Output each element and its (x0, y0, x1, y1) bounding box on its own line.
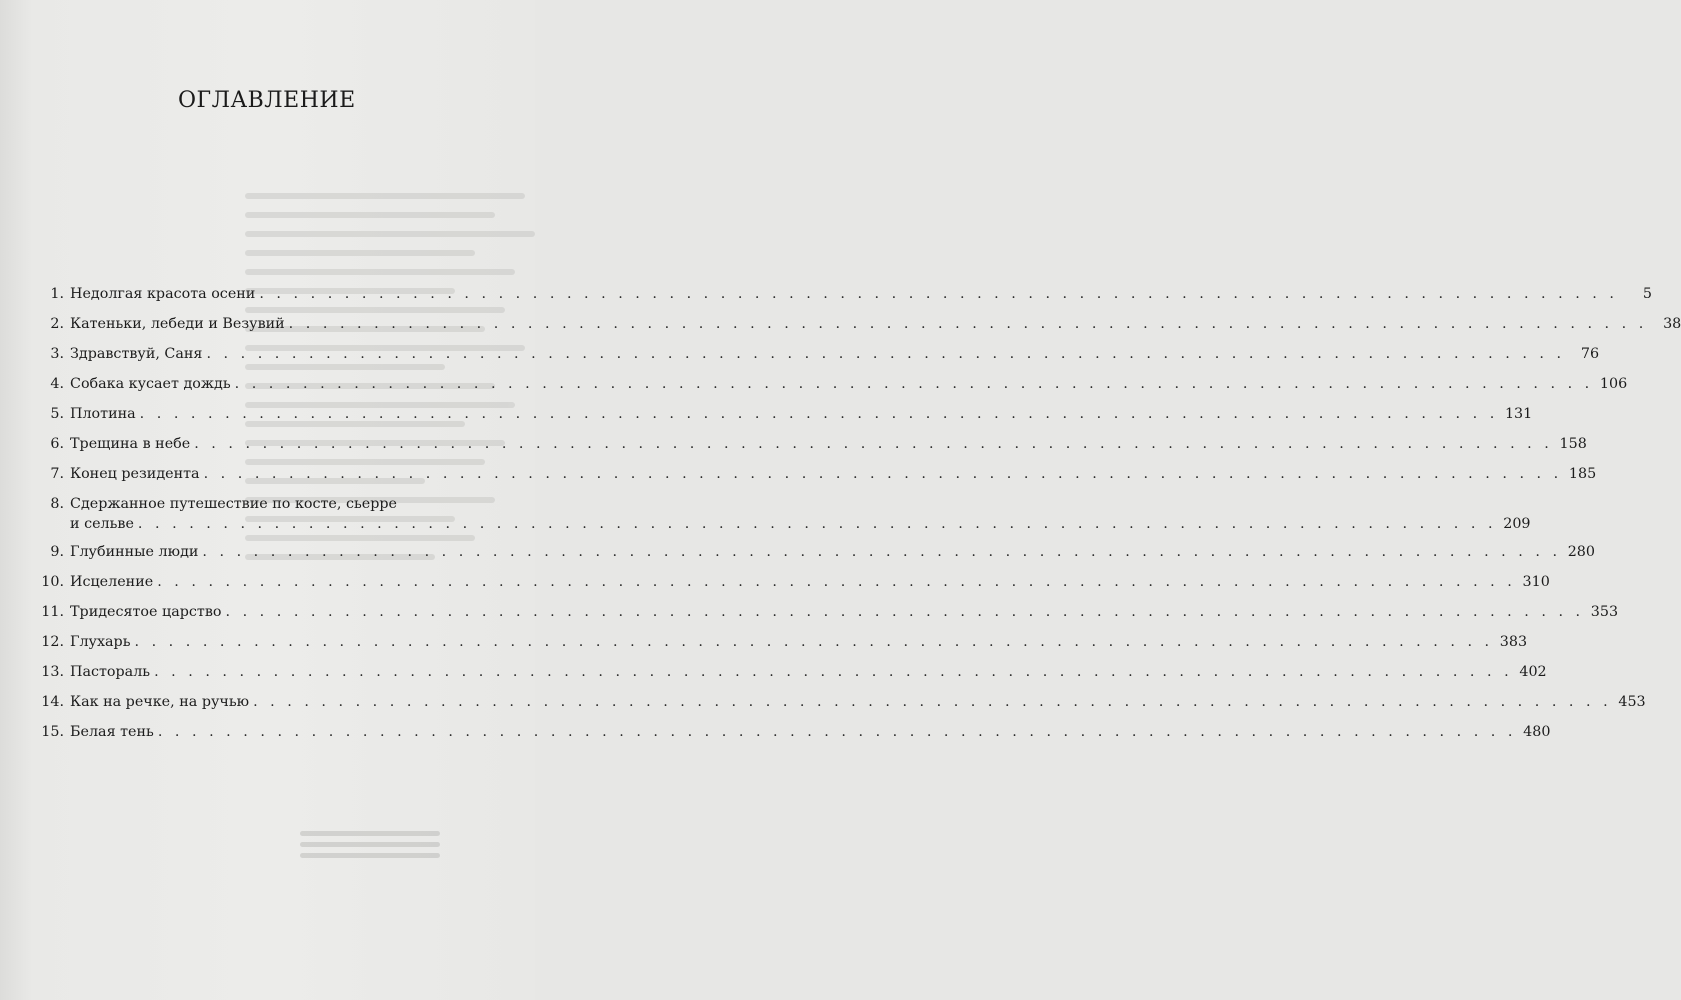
toc-entry-page: 280 (1567, 544, 1595, 560)
toc-entry (33, 662, 1547, 682)
toc-entry-title: Трещина в небе (70, 436, 191, 452)
toc-leader-dots: . . . . . . . . . . . . . . . . . . . . . . . . . . . . . . . . . . . . . . . . . . . . . . . . . . . . . . . . . . . . . . . . . . . . . . . . . . . . . . . . (202, 544, 1561, 560)
toc-entry-page: 131 (1504, 406, 1533, 422)
toc-entry (33, 314, 1681, 334)
toc-entry-page: 209 (1503, 516, 1531, 532)
bleed-through-barcode (300, 825, 440, 864)
toc-entry-number: 9. (50, 544, 64, 560)
toc-entry-number: 3. (50, 346, 64, 362)
toc-entry-title: Белая тень (70, 724, 154, 740)
toc-entry-number: 5. (50, 406, 64, 422)
toc-entry-number: 1. (50, 286, 64, 302)
toc-entry-title-continued: и сельве (70, 516, 134, 532)
toc-leader-dots: . . . . . . . . . . . . . . . . . . . . . . . . . . . . . . . . . . . . . . . . . . . . . . . . . . . . . . . . . . . . . . . . . . . . . . . . . . . . . . . . (139, 406, 1499, 422)
toc-leader-dots: . . . . . . . . . . . . . . . . . . . . . . . . . . . . . . . . . . . . . . . . . . . . . . . . . . . . . . . . . . . . . . . . . . . . . . . . . . . . . . . . (157, 574, 1516, 590)
toc-entry-page: 402 (1519, 664, 1547, 680)
toc-entry-title: Пастораль (70, 664, 151, 680)
toc-entry-page: 76 (1580, 346, 1600, 362)
toc-entry (33, 494, 1531, 534)
toc-entry (33, 464, 1597, 484)
toc-leader-dots: . . . . . . . . . . . . . . . . . . . . . . . . . . . . . . . . . . . . . . . . . . . . . . . . . . . . . . . . . . . . . . . . . . . . . . . . . . . . . . . . (234, 376, 1594, 392)
toc-leader-dots: . . . . . . . . . . . . . . . . . . . . . . . . . . . . . . . . . . . . . . . . . . . . . . . . . . . . . . . . . . . . . . . . . . . . . . . . . . . . . . . . (134, 634, 1494, 650)
toc-entry (33, 374, 1628, 394)
toc-leader-dots: . . . . . . . . . . . . . . . . . . . . . . . . . . . . . . . . . . . . . . . . . . . . . . . . . . . . . . . . . . . . . . . . . . . . . . . . . . . . . . . . (203, 466, 1563, 482)
toc-entry-number: 6. (50, 436, 64, 452)
toc-leader-dots: . . . . . . . . . . . . . . . . . . . . . . . . . . . . . . . . . . . . . . . . . . . . . . . . . . . . . . . . . . . . . . . . . . . . . . . . . . . . . . . . (206, 346, 1566, 362)
toc-leader-dots: . . . . . . . . . . . . . . . . . . . . . . . . . . . . . . . . . . . . . . . . . . . . . . . . . . . . . . . . . . . . . . . . . . . . . . . . . . . . . . . . (194, 436, 1553, 452)
toc-entry (33, 722, 1551, 742)
page-title: ОГЛАВЛЕНИЕ (178, 88, 356, 113)
toc-entry-page: 480 (1523, 724, 1551, 740)
toc-entry (33, 692, 1646, 712)
toc-leader-dots: . . . . . . . . . . . . . . . . . . . . . . . . . . . . . . . . . . . . . . . . . . . . . . . . . . . . . . . . . . . . . . . . . . . . . . . . . . . . . . . . (154, 664, 1513, 680)
toc-entry-title: Глубинные люди (70, 544, 199, 560)
toc-entry-title: Плотина (70, 406, 136, 422)
toc-entry-number: 15. (41, 724, 64, 740)
toc-leader-dots: . . . . . . . . . . . . . . . . . . . . . . . . . . . . . . . . . . . . . . . . . . . . . . . . . . . . . . . . . . . . . . . . . . . . . . . . . . . . . . . . (259, 286, 1618, 302)
toc-entry-title: Катеньки, лебеди и Везувий (70, 316, 285, 332)
toc-entry (33, 572, 1550, 592)
toc-entry-title: Сдержанное путешествие по косте, сьерре (70, 496, 397, 512)
toc-entry (33, 344, 1600, 364)
toc-entry-number: 12. (41, 634, 64, 650)
toc-entry-page: 5 (1642, 286, 1652, 302)
toc-entry (33, 434, 1587, 454)
toc-leader-dots: . . . . . . . . . . . . . . . . . . . . . . . . . . . . . . . . . . . . . . . . . . . . . . . . . . . . . . . . . . . . . . . . . . . . . . . . . . . . . . . . (137, 516, 1497, 532)
toc-entry (33, 632, 1528, 652)
toc-entry-page: 106 (1599, 376, 1628, 392)
toc-entry (33, 404, 1533, 424)
toc-entry-title: Недолгая красота осени (70, 286, 256, 302)
toc-entry-page: 185 (1568, 466, 1597, 482)
toc-entry (33, 542, 1595, 562)
toc-entry-page: 453 (1618, 694, 1646, 710)
toc-entry-title: Исцеление (70, 574, 154, 590)
toc-entry-title: Конец резидента (70, 466, 200, 482)
toc-entry-page: 310 (1522, 574, 1550, 590)
toc-entry-number: 14. (41, 694, 64, 710)
toc-entry-number: 13. (41, 664, 64, 680)
toc-entry-title: Здравствуй, Саня (70, 346, 203, 362)
toc-entry-number: 8. (50, 496, 64, 512)
toc-entry-page: 353 (1590, 604, 1619, 620)
toc-entry (33, 284, 1652, 304)
toc-entry-title: Собака кусает дождь (70, 376, 231, 392)
toc-entry-number: 4. (50, 376, 64, 392)
toc-entry (33, 602, 1619, 622)
toc-entry-number: 7. (50, 466, 64, 482)
toc-entry-title: Как на речке, на ручью (70, 694, 250, 710)
toc-entry-number: 11. (41, 604, 64, 620)
toc-leader-dots: . . . . . . . . . . . . . . . . . . . . . . . . . . . . . . . . . . . . . . . . . . . . . . . . . . . . . . . . . . . . . . . . . . . . . . . . . . . . . . . . (157, 724, 1517, 740)
toc-entry-number: 10. (41, 574, 64, 590)
toc-entry-page: 158 (1559, 436, 1587, 452)
toc-entry-title: Тридесятое царство (70, 604, 222, 620)
toc-leader-dots: . . . . . . . . . . . . . . . . . . . . . . . . . . . . . . . . . . . . . . . . . . . . . . . . . . . . . . . . . . . . . . . . . . . . . . . . . . . . . . . . (253, 694, 1612, 710)
toc-leader-dots: . . . . . . . . . . . . . . . . . . . . . . . . . . . . . . . . . . . . . . . . . . . . . . . . . . . . . . . . . . . . . . . . . . . . . . . . . . . . . . . . (288, 316, 1648, 332)
toc-entry-title: Глухарь (70, 634, 131, 650)
toc-entry-page: 38 (1663, 316, 1681, 332)
toc-leader-dots: . . . . . . . . . . . . . . . . . . . . . . . . . . . . . . . . . . . . . . . . . . . . . . . . . . . . . . . . . . . . . . . . . . . . . . . . . . . . . . . . (225, 604, 1585, 620)
toc-entry-page: 383 (1499, 634, 1528, 650)
toc-entry-number: 2. (50, 316, 64, 332)
